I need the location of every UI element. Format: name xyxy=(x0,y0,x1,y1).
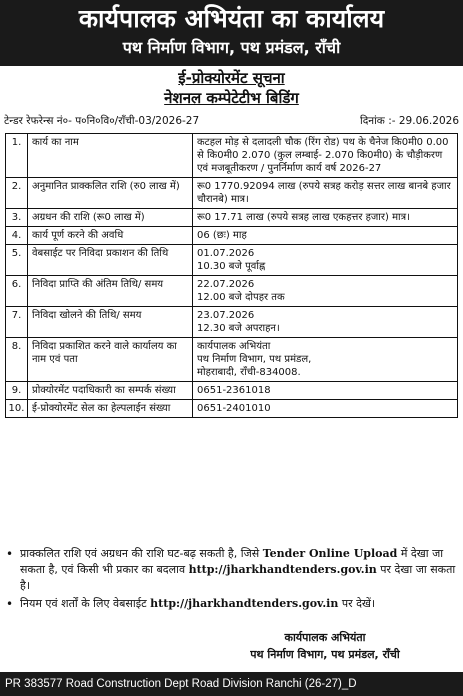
row-label: प्रोक्योरमेंट पदाधिकारी का सम्पर्क संख्या xyxy=(28,382,193,400)
notice-subtitle: नेशनल कम्पेटेटीभ बिडिंग xyxy=(164,89,299,107)
row-value: 0651-2361018 xyxy=(193,382,458,400)
office-subtitle: पथ निर्माण विभाग, पथ प्रमंडल, राँची xyxy=(122,38,341,57)
row-value: रू0 17.71 लाख (रुपये सत्रह लाख एकहत्तर हजार) मात्र। xyxy=(193,209,458,227)
row-label: ई-प्रोक्योरमेंट सेल का हेल्पलाईन संख्या xyxy=(28,400,193,418)
row-value: 0651-2401010 xyxy=(193,400,458,418)
row-value: कटहल मोड़ से दलादली चौक (रिंग रोड) पथ के चैनेज कि0मी0 0.00 से कि0मी0 2.070 (कुल लम्बाई- 2.070 कि0मी0) के चौड़ीकरण एवं मजबूतीकरण / पुनर्निर्माण कार्य वर्ष 2026-27 xyxy=(193,134,458,178)
row-value: रू0 1770.92094 लाख (रुपये सत्रह करोड़ सत्तर लाख बानबे हजार चौरानबे) मात्र। xyxy=(193,178,458,209)
table-row xyxy=(6,134,458,178)
row-number: 10. xyxy=(6,400,28,418)
row-value: 23.07.2026 12.30 बजे अपराहन। xyxy=(193,307,458,338)
row-value: 06 (छः) माह xyxy=(193,227,458,245)
row-label: कार्य का नाम xyxy=(28,134,193,178)
bullet-icon: • xyxy=(6,597,14,611)
tender-reference-line xyxy=(4,112,459,130)
signature-office: पथ निर्माण विभाग, पथ प्रमंडल, राँची xyxy=(250,648,400,661)
table-row xyxy=(6,307,458,338)
row-value: कार्यपालक अभियंता पथ निर्माण विभाग, पथ प्रमंडल, मोहराबादी, राँची-834008. xyxy=(193,338,458,382)
table-row xyxy=(6,227,458,245)
row-number: 4. xyxy=(6,227,28,245)
row-label: अग्रधन की राशि (रू0 लाख में) xyxy=(28,209,193,227)
row-label: अनुमानित प्राक्कलित राशि (रु0 लाख में) xyxy=(28,178,193,209)
row-number: 2. xyxy=(6,178,28,209)
website-link[interactable]: http://jharkhandtenders.gov.in xyxy=(188,563,377,576)
signature-designation: कार्यपालक अभियंता xyxy=(284,631,366,644)
table-row xyxy=(6,178,458,209)
row-number: 5. xyxy=(6,245,28,276)
table-row xyxy=(6,245,458,276)
row-number: 8. xyxy=(6,338,28,382)
row-value: 01.07.2026 10.30 बजे पूर्वाह्न xyxy=(193,245,458,276)
row-label: वेबसाईट पर निविदा प्रकाशन की तिथि xyxy=(28,245,193,276)
note-item: • प्राक्कलित राशि एवं अग्रधन की राशि घट-बढ़ सकती है, जिसे Tender Online Upload में देखा जा सकता है, एवं किसी भी प्रकार का बदलाव http://jharkhandtenders.gov.in पर देखा जा सकता है। xyxy=(6,547,456,592)
tender-details-table xyxy=(5,133,458,418)
table-row xyxy=(6,276,458,307)
website-link[interactable]: http://jharkhandtenders.gov.in xyxy=(150,597,339,610)
row-label: निविदा खोलने की तिथि/ समय xyxy=(28,307,193,338)
notes-list xyxy=(6,546,458,612)
row-label: कार्य पूर्ण करने की अवधि xyxy=(28,227,193,245)
bullet-icon: • xyxy=(6,547,14,561)
publication-footer: PR 383577 Road Construction Dept Road Division Ranchi (26-27)_D xyxy=(0,672,463,696)
row-value: 22.07.2026 12.00 बजे दोपहर तक xyxy=(193,276,458,307)
notice-date: दिनांक :- 29.06.2026 xyxy=(359,115,459,127)
note-item: • नियम एवं शर्तों के लिए वेबसाईट http://jharkhandtenders.gov.in पर देखें। xyxy=(6,597,376,611)
row-label: निविदा प्रकाशित करने वाले कार्यालय का नाम एवं पता xyxy=(28,338,193,382)
notice-title: ई-प्रोक्योरमेंट सूचना xyxy=(178,69,285,87)
table-row xyxy=(6,338,458,382)
table-row xyxy=(6,382,458,400)
office-header xyxy=(0,0,463,66)
row-label: निविदा प्राप्ति की अंतिम तिथि/ समय xyxy=(28,276,193,307)
row-number: 6. xyxy=(6,276,28,307)
row-number: 1. xyxy=(6,134,28,178)
tender-online-upload: Tender Online Upload xyxy=(262,547,398,560)
signature-block xyxy=(190,629,460,663)
tender-reference: टेन्डर रेफरेन्स नं०- प०नि०वि०/राँची-03/2026-27 xyxy=(4,115,200,127)
row-number: 7. xyxy=(6,307,28,338)
office-title: कार्यपालक अभियंता का कार्यालय xyxy=(78,4,385,33)
table-row xyxy=(6,209,458,227)
row-number: 9. xyxy=(6,382,28,400)
row-number: 3. xyxy=(6,209,28,227)
table-row xyxy=(6,400,458,418)
